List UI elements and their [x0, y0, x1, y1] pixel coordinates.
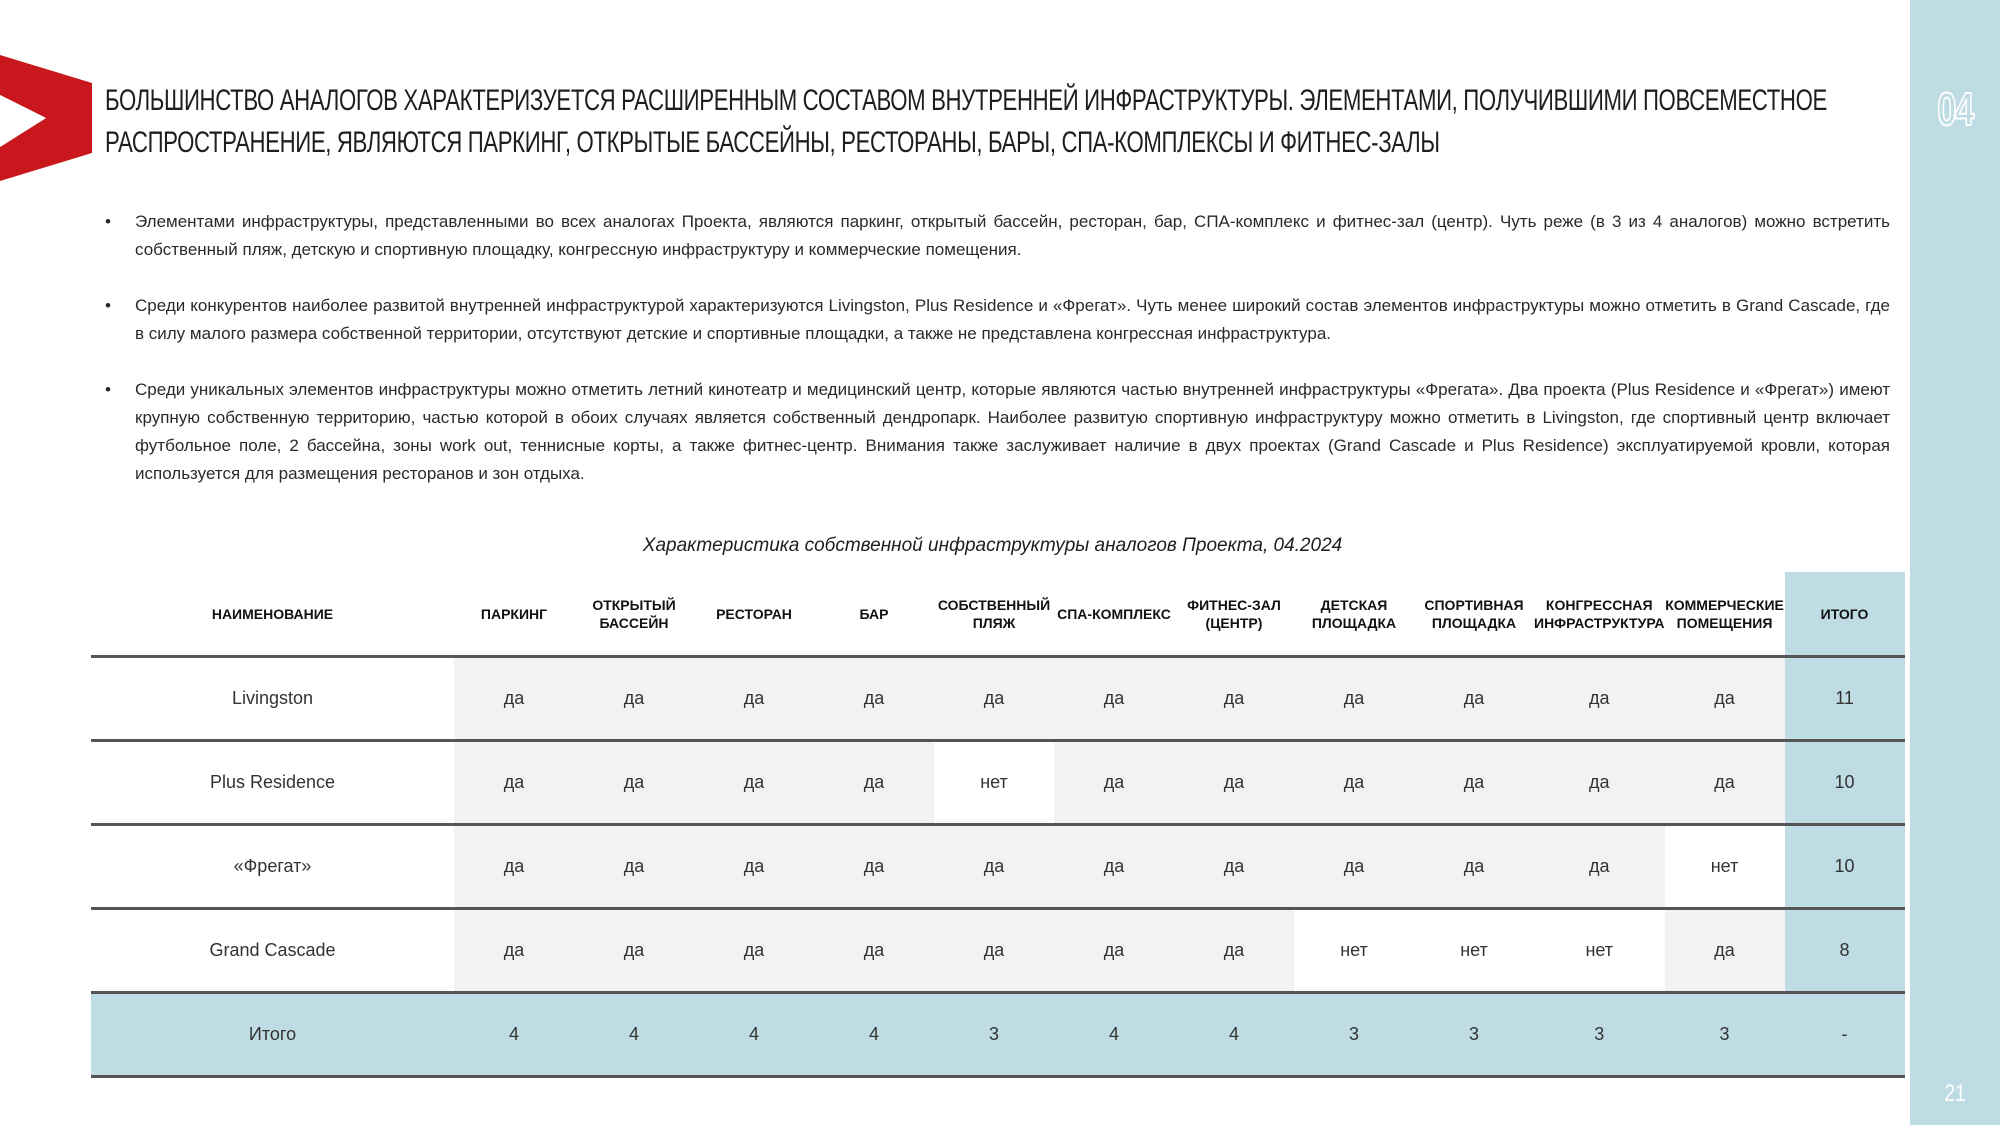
column-header: ДЕТСКАЯ ПЛОЩАДКА [1294, 572, 1414, 657]
feature-cell: нет [1294, 909, 1414, 993]
feature-cell: да [1534, 741, 1665, 825]
row-name-cell: Итого [91, 993, 454, 1077]
feature-cell: да [814, 825, 934, 909]
feature-cell: да [454, 825, 574, 909]
feature-cell: да [574, 741, 694, 825]
feature-cell: да [454, 741, 574, 825]
column-header: КОНГРЕССНАЯ ИНФРАСТРУКТУРА [1534, 572, 1665, 657]
column-header: ФИТНЕС-ЗАЛ (ЦЕНТР) [1174, 572, 1294, 657]
row-name-cell: «Фрегат» [91, 825, 454, 909]
feature-cell: да [1534, 657, 1665, 741]
feature-cell: да [574, 825, 694, 909]
row-total-cell: 8 [1785, 909, 1905, 993]
feature-cell: да [934, 825, 1054, 909]
feature-cell: да [694, 909, 814, 993]
feature-cell: да [814, 741, 934, 825]
feature-cell: нет [1414, 909, 1534, 993]
bullet-text: • Среди уникальных элементов инфраструктуры можно отметить летний кинотеатр и медицинский центр, которые являются частью внутренней инфраструктуры «Фрегата». Два проекта (Plus Residence и «Фрегат») имеют крупную собственную территорию, частью которой в обоих случаях является собственный дендропарк. Наиболее развитую спортивную инфраструктуру можно отметить в Livingston, где спортивный центр включает футбольное поле, 2 бассейна, зоны work out, теннисные корты, а также фитнес-центр. Внимания также заслуживает наличие в двух проектах (Grand Cascade и Plus Residence) эксплуатируемой кровли, которая используется для размещения ресторанов и зон отдыха. [135, 380, 1890, 483]
column-header: СПА-КОМПЛЕКС [1054, 572, 1174, 657]
feature-cell: да [694, 825, 814, 909]
section-number: 04 [1937, 83, 1973, 135]
table-row [91, 825, 1905, 909]
feature-cell: да [454, 657, 574, 741]
column-header: СПОРТИВНАЯ ПЛОЩАДКА [1414, 572, 1534, 657]
feature-cell: да [1665, 909, 1785, 993]
bullet-list [105, 208, 1890, 516]
column-total-cell: 4 [694, 993, 814, 1077]
infrastructure-table [91, 572, 1905, 1078]
column-total-cell: 4 [814, 993, 934, 1077]
feature-cell: да [814, 657, 934, 741]
feature-cell: да [574, 909, 694, 993]
table-row [91, 741, 1905, 825]
column-header: ПАРКИНГ [454, 572, 574, 657]
bullet-item [105, 376, 1890, 488]
column-header: КОММЕРЧЕСКИЕ ПОМЕЩЕНИЯ [1665, 572, 1785, 657]
feature-cell: да [1294, 825, 1414, 909]
column-header-name: НАИМЕНОВАНИЕ [91, 572, 454, 657]
column-header: СОБСТВЕННЫЙ ПЛЯЖ [934, 572, 1054, 657]
feature-cell: да [1414, 825, 1534, 909]
row-total-cell: - [1785, 993, 1905, 1077]
column-header: ОТКРЫТЫЙ БАССЕЙН [574, 572, 694, 657]
section-sidebar [1910, 0, 2000, 1125]
feature-cell: да [934, 657, 1054, 741]
feature-cell: да [1414, 741, 1534, 825]
column-header: БАР [814, 572, 934, 657]
column-total-cell: 3 [1534, 993, 1665, 1077]
column-total-cell: 3 [1294, 993, 1414, 1077]
table-caption: Характеристика собственной инфраструктуры аналогов Проекта, 04.2024 [642, 535, 1343, 556]
feature-cell: да [1174, 909, 1294, 993]
column-total-cell: 4 [574, 993, 694, 1077]
feature-cell: да [1665, 657, 1785, 741]
feature-cell: да [1534, 825, 1665, 909]
row-total-cell: 10 [1785, 825, 1905, 909]
bullet-text: • Среди конкурентов наиболее развитой внутренней инфраструктурой характеризуются Livingston, Plus Residence и «Фрегат». Чуть менее широкий состав элементов инфраструктуры можно отметить в Grand Cascade, где в силу малого размера собственной территории, отсутствуют детские и спортивные площадки, а также не представлена конгрессная инфраструктура. [135, 296, 1890, 343]
feature-cell: да [694, 741, 814, 825]
bullet-item [105, 208, 1890, 264]
column-total-cell: 4 [454, 993, 574, 1077]
feature-cell: да [1174, 825, 1294, 909]
feature-cell: да [814, 909, 934, 993]
page-number: 21 [1944, 1080, 1966, 1107]
table-header-row [91, 572, 1905, 657]
feature-cell: да [574, 657, 694, 741]
bullet-item [105, 292, 1890, 348]
feature-cell: да [1054, 825, 1174, 909]
feature-cell: да [1294, 657, 1414, 741]
column-header-total: ИТОГО [1785, 572, 1905, 657]
feature-cell: да [1665, 741, 1785, 825]
column-header: РЕСТОРАН [694, 572, 814, 657]
feature-cell: да [1414, 657, 1534, 741]
row-name-cell: Livingston [91, 657, 454, 741]
feature-cell: да [1054, 909, 1174, 993]
logo-arrow-icon [0, 55, 92, 181]
feature-cell: да [694, 657, 814, 741]
feature-cell: нет [1534, 909, 1665, 993]
feature-cell: да [1174, 741, 1294, 825]
bullet-text: • Элементами инфраструктуры, представленными во всех аналогах Проекта, являются паркинг, открытый бассейн, ресторан, бар, СПА-комплекс и фитнес-зал (центр). Чуть реже (в 3 из 4 аналогов) можно встретить собственный пляж, детскую и спортивную площадку, конгрессную инфраструктуру и коммерческие помещения. [135, 212, 1890, 259]
column-total-cell: 4 [1174, 993, 1294, 1077]
feature-cell: да [454, 909, 574, 993]
column-total-cell: 3 [1665, 993, 1785, 1077]
table-row [91, 909, 1905, 993]
row-name-cell: Plus Residence [91, 741, 454, 825]
feature-cell: да [1294, 741, 1414, 825]
column-total-cell: 4 [1054, 993, 1174, 1077]
table-row [91, 657, 1905, 741]
feature-cell: нет [1665, 825, 1785, 909]
feature-cell: да [1054, 741, 1174, 825]
table-total-row [91, 993, 1905, 1077]
feature-cell: да [1054, 657, 1174, 741]
row-name-cell: Grand Cascade [91, 909, 454, 993]
column-total-cell: 3 [1414, 993, 1534, 1077]
feature-cell: да [1174, 657, 1294, 741]
slide-title: БОЛЬШИНСТВО АНАЛОГОВ ХАРАКТЕРИЗУЕТСЯ РАСШИРЕННЫМ СОСТАВОМ ВНУТРЕННЕЙ ИНФРАСТРУКТУРЫ. ЭЛЕМЕНТАМИ, ПОЛУЧИВШИМИ ПОВСЕМЕСТНОЕ РАСПРОСТРАНЕНИЕ, ЯВЛЯЮТСЯ ПАРКИНГ, ОТКРЫТЫЕ БАССЕЙНЫ, РЕСТОРАНЫ, БАРЫ, СПА-КОМПЛЕКСЫ И ФИТНЕС-ЗАЛЫ [105, 84, 1827, 159]
feature-cell: нет [934, 741, 1054, 825]
feature-cell: да [934, 909, 1054, 993]
column-total-cell: 3 [934, 993, 1054, 1077]
row-total-cell: 11 [1785, 657, 1905, 741]
row-total-cell: 10 [1785, 741, 1905, 825]
